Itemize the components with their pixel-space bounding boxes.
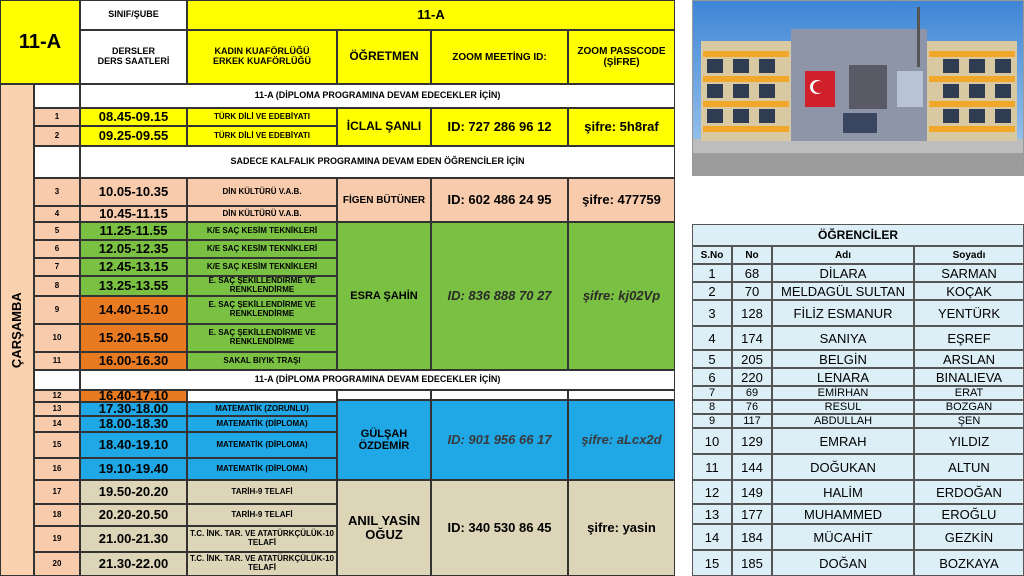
student-ad: BELGİN: [772, 350, 914, 368]
teacher-name: ANIL YASİN OĞUZ: [337, 480, 431, 576]
student-ad: LENARA: [772, 368, 914, 386]
student-ad: EMRAH: [772, 428, 914, 454]
student-sno: 12: [692, 480, 732, 504]
student-soyad: ERAT: [914, 386, 1024, 400]
student-no: 220: [732, 368, 772, 386]
lesson-time: 16.40-17.10: [80, 390, 187, 402]
student-sno: 1: [692, 264, 732, 282]
zoom-pass: şifre: yasin: [568, 480, 675, 576]
lesson-number: 10: [34, 324, 80, 352]
student-soyad: EŞREF: [914, 326, 1024, 350]
zoom-id: ID: 340 530 86 45: [431, 480, 568, 576]
lesson-number: 7: [34, 258, 80, 276]
student-sno: 13: [692, 504, 732, 524]
day-label: ÇARŞAMBA: [8, 292, 24, 368]
student-ad: MUHAMMED: [772, 504, 914, 524]
lesson-course: E. SAÇ ŞEKİLLENDİRME VE RENKLENDİRME: [187, 276, 337, 296]
zoom-id: ID: 901 956 66 17: [431, 400, 568, 480]
zoom-id: ID: 727 286 96 12: [431, 108, 568, 146]
lesson-number: 5: [34, 222, 80, 240]
student-ad: DİLARA: [772, 264, 914, 282]
student-no: 129: [732, 428, 772, 454]
student-no: 185: [732, 550, 772, 576]
lesson-time: 15.20-15.50: [80, 324, 187, 352]
lesson-time: 08.45-09.15: [80, 108, 187, 126]
lesson-course: [187, 390, 337, 402]
student-no: 184: [732, 524, 772, 550]
student-soyad: BINALIEVA: [914, 368, 1024, 386]
lesson-course: TÜRK DİLİ VE EDEBİYATI: [187, 126, 337, 146]
lesson-time: 11.25-11.55: [80, 222, 187, 240]
lesson-course: K/E SAÇ KESİM TEKNİKLERİ: [187, 240, 337, 258]
zoom-pass: şifre: 5h8raf: [568, 108, 675, 146]
zoom-id: ID: 836 888 70 27: [431, 222, 568, 370]
class-title: 11-A: [0, 0, 80, 84]
teacher-name: GÜLŞAH ÖZDEMİR: [337, 400, 431, 480]
student-soyad: YENTÜRK: [914, 300, 1024, 326]
student-no: 177: [732, 504, 772, 524]
student-ad: SANIYA: [772, 326, 914, 350]
student-no: 174: [732, 326, 772, 350]
student-ad: DOĞAN: [772, 550, 914, 576]
zoom-id-label: ZOOM MEETİNG ID:: [431, 30, 568, 84]
col-ad: Adı: [772, 246, 914, 264]
lesson-course: MATEMATİK (ZORUNLU): [187, 402, 337, 416]
kuafor-label: KADIN KUAFÖRLÜĞÜ ERKEK KUAFÖRLÜĞÜ: [187, 30, 337, 84]
lesson-number: 13: [34, 402, 80, 416]
student-no: 76: [732, 400, 772, 414]
lesson-number: 20: [34, 552, 80, 576]
teacher-name: İCLAL ŞANLI: [337, 108, 431, 146]
day-column: [0, 84, 34, 576]
lesson-number: 4: [34, 206, 80, 222]
student-soyad: KOÇAK: [914, 282, 1024, 300]
student-sno: 9: [692, 414, 732, 428]
lesson-time: 12.05-12.35: [80, 240, 187, 258]
lesson-time: 21.30-22.00: [80, 552, 187, 576]
student-sno: 14: [692, 524, 732, 550]
student-sno: 3: [692, 300, 732, 326]
lesson-number: 3: [34, 178, 80, 206]
lesson-course: E. SAÇ ŞEKİLLENDİRME VE RENKLENDİRME: [187, 324, 337, 352]
student-no: 70: [732, 282, 772, 300]
lesson-number: 2: [34, 126, 80, 146]
lesson-number: 1: [34, 108, 80, 126]
student-sno: 4: [692, 326, 732, 350]
blank-cell: [431, 390, 568, 400]
lesson-time: 16.00-16.30: [80, 352, 187, 370]
lesson-number: 11: [34, 352, 80, 370]
student-soyad: GEZKİN: [914, 524, 1024, 550]
student-no: 68: [732, 264, 772, 282]
lesson-number: 18: [34, 504, 80, 526]
blank-cell: [34, 146, 80, 178]
student-ad: MÜCAHİT: [772, 524, 914, 550]
lesson-time: 19.10-19.40: [80, 458, 187, 480]
lesson-time: 18.00-18.30: [80, 416, 187, 432]
lesson-course: TARİH-9 TELAFİ: [187, 480, 337, 504]
school-building-photo: [692, 0, 1024, 176]
student-sno: 2: [692, 282, 732, 300]
student-no: 69: [732, 386, 772, 400]
student-ad: RESUL: [772, 400, 914, 414]
lesson-course: E. SAÇ ŞEKİLLENDİRME VE RENKLENDİRME: [187, 296, 337, 324]
zoom-pass: şifre: kj02Vp: [568, 222, 675, 370]
student-sno: 10: [692, 428, 732, 454]
lesson-number: 16: [34, 458, 80, 480]
lesson-number: 15: [34, 432, 80, 458]
student-ad: EMİRHAN: [772, 386, 914, 400]
student-sno: 11: [692, 454, 732, 480]
lesson-course: T.C. İNK. TAR. VE ATATÜRKÇÜLÜK-10 TELAFİ: [187, 552, 337, 576]
lesson-time: 21.00-21.30: [80, 526, 187, 552]
lesson-course: MATEMATİK (DİPLOMA): [187, 416, 337, 432]
student-ad: DOĞUKAN: [772, 454, 914, 480]
col-no: No: [732, 246, 772, 264]
student-ad: ABDULLAH: [772, 414, 914, 428]
student-no: 149: [732, 480, 772, 504]
lesson-number: 6: [34, 240, 80, 258]
lesson-course: DİN KÜLTÜRÜ V.A.B.: [187, 206, 337, 222]
lesson-number: 8: [34, 276, 80, 296]
zoom-id: ID: 602 486 24 95: [431, 178, 568, 222]
sinif-sube-label: SINIF/ŞUBE: [80, 0, 187, 30]
student-ad: FİLİZ ESMANUR: [772, 300, 914, 326]
blank-cell: [337, 390, 431, 400]
student-ad: HALİM: [772, 480, 914, 504]
lesson-time: 10.05-10.35: [80, 178, 187, 206]
lesson-time: 09.25-09.55: [80, 126, 187, 146]
section-header-1: 11-A (DİPLOMA PROGRAMINA DEVAM EDECEKLER İÇİN): [80, 84, 675, 108]
lesson-time: 12.45-13.15: [80, 258, 187, 276]
zoom-pass-label: ZOOM PASSCODE (ŞİFRE): [568, 30, 675, 84]
lesson-time: 17.30-18.00: [80, 402, 187, 416]
school-building-icon: [693, 1, 1024, 176]
dersler-label: DERSLER DERS SAATLERİ: [80, 30, 187, 84]
lesson-time: 18.40-19.10: [80, 432, 187, 458]
lesson-course: DİN KÜLTÜRÜ V.A.B.: [187, 178, 337, 206]
lesson-number: 17: [34, 480, 80, 504]
lesson-course: TARİH-9 TELAFİ: [187, 504, 337, 526]
student-sno: 5: [692, 350, 732, 368]
teacher-name: ESRA ŞAHİN: [337, 222, 431, 370]
section-header-2: SADECE KALFALIK PROGRAMINA DEVAM EDEN ÖĞRENCİLER İÇİN: [80, 146, 675, 178]
lesson-course: MATEMATİK (DİPLOMA): [187, 432, 337, 458]
lesson-time: 10.45-11.15: [80, 206, 187, 222]
student-no: 144: [732, 454, 772, 480]
lesson-course: K/E SAÇ KESİM TEKNİKLERİ: [187, 258, 337, 276]
student-no: 205: [732, 350, 772, 368]
col-soyad: Soyadı: [914, 246, 1024, 264]
zoom-pass: şifre: 477759: [568, 178, 675, 222]
lesson-time: 19.50-20.20: [80, 480, 187, 504]
student-soyad: BOZKAYA: [914, 550, 1024, 576]
section-header-3: 11-A (DİPLOMA PROGRAMINA DEVAM EDECEKLER İÇİN): [80, 370, 675, 390]
lesson-number: 9: [34, 296, 80, 324]
lesson-course: T.C. İNK. TAR. VE ATATÜRKÇÜLÜK-10 TELAFİ: [187, 526, 337, 552]
sinif-sube-value: 11-A: [187, 0, 675, 30]
student-soyad: ERDOĞAN: [914, 480, 1024, 504]
lesson-course: K/E SAÇ KESİM TEKNİKLERİ: [187, 222, 337, 240]
blank-cell: [34, 370, 80, 390]
lesson-number: 14: [34, 416, 80, 432]
lesson-number: 12: [34, 390, 80, 402]
lesson-number: 19: [34, 526, 80, 552]
lesson-time: 13.25-13.55: [80, 276, 187, 296]
lesson-course: SAKAL BIYIK TRAŞI: [187, 352, 337, 370]
student-sno: 15: [692, 550, 732, 576]
student-soyad: ALTUN: [914, 454, 1024, 480]
student-soyad: YILDIZ: [914, 428, 1024, 454]
student-soyad: BOZGAN: [914, 400, 1024, 414]
zoom-pass: şifre: aLcx2d: [568, 400, 675, 480]
student-sno: 7: [692, 386, 732, 400]
ogretmen-label: ÖĞRETMEN: [337, 30, 431, 84]
student-soyad: ARSLAN: [914, 350, 1024, 368]
student-soyad: SARMAN: [914, 264, 1024, 282]
student-soyad: EROĞLU: [914, 504, 1024, 524]
student-sno: 8: [692, 400, 732, 414]
students-title: ÖĞRENCİLER: [692, 224, 1024, 246]
lesson-course: MATEMATİK (DİPLOMA): [187, 458, 337, 480]
lesson-course: TÜRK DİLİ VE EDEBİYATI: [187, 108, 337, 126]
teacher-name: FİGEN BÜTÜNER: [337, 178, 431, 222]
blank-cell: [568, 390, 675, 400]
lesson-time: 14.40-15.10: [80, 296, 187, 324]
lesson-time: 20.20-20.50: [80, 504, 187, 526]
student-ad: MELDAGÜL SULTAN: [772, 282, 914, 300]
col-sno: S.No: [692, 246, 732, 264]
student-no: 117: [732, 414, 772, 428]
student-sno: 6: [692, 368, 732, 386]
blank-cell: [34, 84, 80, 108]
student-soyad: ŞEN: [914, 414, 1024, 428]
student-no: 128: [732, 300, 772, 326]
